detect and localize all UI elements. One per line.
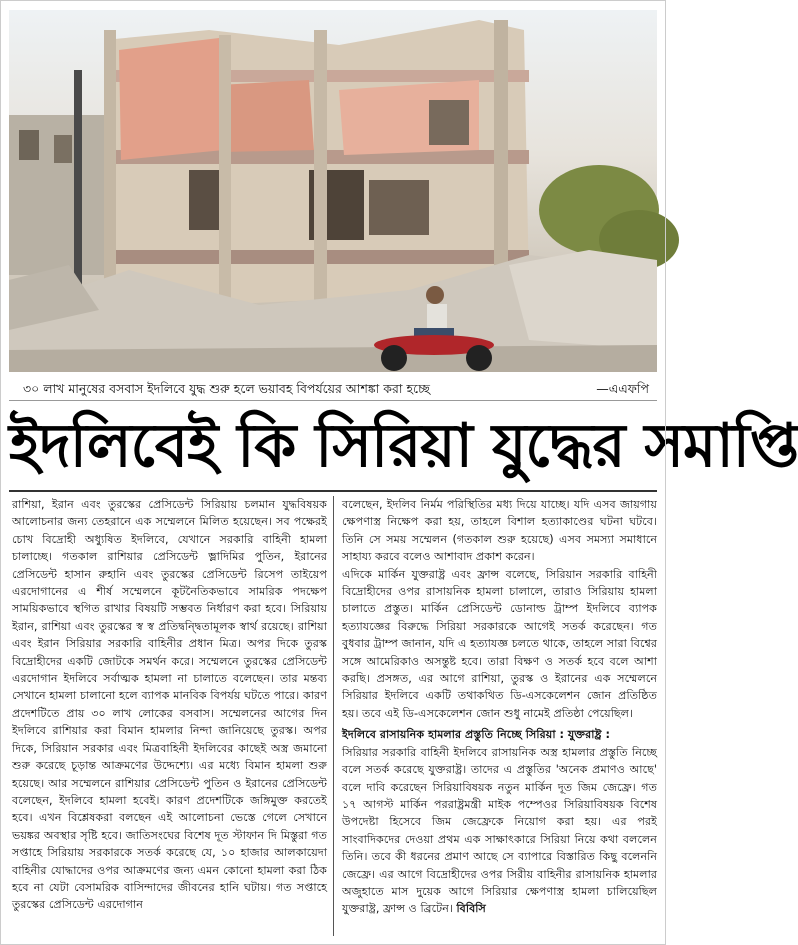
photo-credit: —এএফপি (596, 381, 649, 396)
headline-rule (9, 490, 657, 492)
news-photo (9, 10, 657, 372)
headline: ইদলিবেই কি সিরিয়া যুদ্ধের সমাপ্তি (9, 411, 798, 481)
right-para-3-text: সিরিয়ার সরকারি বাহিনী ইদলিবে রাসায়নিক অস্ত্র হামলার প্রস্তুতি নিচ্ছে বলে সতর্ক করেছে যুক্তরাষ্ট্র। তাদের এ প্রস্তুতির 'অনেক প্রমাণও আছে' বলে দাবি করেছেন সিরিয়াবিষয়ক নতুন মার্কিন দূত জিম জেফ্রে। গত ১৭ আগস্ট মার্কিন পররাষ্ট্রমন্ত্রী মাইক পম্পেওর সিরিয়াবিষয়ক বিশেষ উপদেষ্টা হিসেবে জিম জেফ্রেকে নিয়োগ করা হয়। এর পরই সাংবাদিকদের দেওয়া প্রথম এক সাক্ষাৎকারে সিরিয়া নিয়ে কথা বললেন তিনি। তবে কী ধরনের প্রমাণ আছে সে ব্যাপারে বিস্তারিত কিছু বলেননি জেফ্রে। এর আগে বিদ্রোহীদের ওপর সিরীয় বাহিনীর রাসায়নিক হামলার অজুহাতে মাস দুয়েক আগে সিরিয়ার ক্ষেপণাস্ত্র হামলা চালিয়েছিল যুক্তরাষ্ট্র, ফ্রান্স ও ব্রিটেন। (342, 745, 657, 916)
left-column-text: রাশিয়া, ইরান এবং তুরস্কের প্রেসিডেন্ট সিরিয়ায় চলমান যুদ্ধবিষয়ক আলোচনার জন্য তেহরানে এক সম্মেলনে মিলিত হয়েছেন। সব পক্ষেরই চোখ বিদ্রোহী অধ্যুষিত ইদলিবে, যেখানে সরকারি বাহিনী হামলা চালাচ্ছে। গতকাল রাশিয়ার প্রেসিডেন্ট ভ্লাদিমির পুতিন, ইরানের প্রেসিডেন্ট হাসান রুহানি এবং তুরস্কের প্রেসিডেন্ট রিসেপ তাইয়েপ এরদোগানের এ শীর্ষ সম্মেলনে কূটনৈতিকভাবে সামরিক পদক্ষেপ সাময়িকভাবে স্থগিত রাখার বিষয়টি সম্ভবত নির্ধারণ করা হবে। সিরিয়ায় ইরান, রাশিয়া এবং তুরস্কের স্ব স্ব প্রতিদ্বন্দ্বিতামূলক স্বার্থ রয়েছে। রাশিয়া এবং ইরান সিরিয়ার সরকারি বাহিনীর প্রধান মিত্র। অপর দিকে তুরস্ক বিদ্রোহীদের একটি জোটকে সমর্থন করে। সম্মেলনে তুরস্কের প্রেসিডেন্ট এরদোগান ইদলিবে সর্বাত্মক হামলা না চালাতে বলেছেন। তার মন্তব্য সেখানে হামলা চালানো হলে ব্যাপক মানবিক বিপর্যয় ঘটতে পারে। কারণ প্রদেশটিতে প্রায় ৩০ লাখ লোকের বসবাস। সম্মেলনের আগের দিন ইদলিবে রাশিয়ার করা বিমান হামলার নিন্দা জানিয়েছে তুরস্ক। অপর দিকে, সিরিয়ান সরকার এবং মিত্রবাহিনী ইদলিবের কাছেই অস্ত্র জমানো শুরু করেছে চূড়ান্ত আক্রমণের উদ্দেশ্যে। এর মধ্যে বিমান হামলা শুরু হয়েছে। আর সম্মেলনে রাশিয়ার প্রেসিডেন্ট পুতিন ও ইরানের প্রেসিডেন্ট বলেছেন, ইদলিবে হামলা হবেই। কারণ প্রদেশটিকে জঙ্গিমুক্ত করতেই হবে। এখন বিশ্লেষকরা বলছেন এই আলোচনা ভেস্তে গেলে সেখানে ভয়ঙ্কর অবস্থার সৃষ্টি হবে। জাতিসংঘের বিশেষ দূত স্টাফান দি মিস্তুরা গত সপ্তাহে সিরিয়ায় সরকারকে সতর্ক করেছে যে, ১০ হাজার আলকায়েদা বাহিনীর যোদ্ধাদের ওপর আক্রমণের জন্য এমন কোনো হামলা করা ঠিক হবে না যেটা বেসামরিক বাসিন্দাদের জীবনের হানি ঘটায়। গত সপ্তাহে তুরস্কের প্রেসিডেন্ট এরদোগান (12, 498, 327, 912)
right-subheading: ইদলিবে রাসায়নিক হামলার প্রস্তুতি নিচ্ছে সিরিয়া : যুক্তরাষ্ট্র : (342, 728, 611, 742)
column-divider (333, 496, 334, 936)
photo-caption-row (9, 378, 657, 401)
right-para-1: বলেছেন, ইদলিব নির্মম পরিস্থিতির মধ্য দিয়ে যাচ্ছে। যদি এসব জায়গায় ক্ষেপণাস্ত্র নিক্ষেপ করা হয়, তাহলে বিশাল হত্যাকাণ্ডের ঘটনা ঘটবে। তিনি সে সময় সম্মেলন (গতকাল শুরু হয়েছে) এসব সমস্যা সমাধানে সাহায্য করবে বলেও আশাবাদ প্রকাশ করেন। (342, 498, 657, 564)
right-para-2: এদিকে মার্কিন যুক্তরাষ্ট্র এবং ফ্রান্স বলেছে, সিরিয়ান সরকারি বাহিনী বিদ্রোহীদের ওপর রাসায়নিক হামলা চালালে, তারাও সিরিয়ায় হামলা চালাতে প্রস্তুত। মার্কিন প্রেসিডেন্ট ডোনাল্ড ট্রাম্প ইদলিবে ব্যাপক হত্যাযজ্ঞের বিরুদ্ধে সিরিয়া সরকারকে আগেই সতর্ক করেছেন। গত বুধবার ট্রাম্প জানান, যদি এ হত্যাযজ্ঞ চলতে থাকে, তাহলে সারা বিশ্বের সঙ্গে আমেরিকাও অসন্তুষ্ট হবে। তারা বিক্ষণ ও সতর্ক হবে বলে আশা করছি। প্রসঙ্গত, এর আগে রাশিয়া, তুরস্ক ও ইরানের এক সম্মেলনে সিরিয়ার ইদলিবে একটি তথাকথিত ডি-এসকেলেশন জোন প্রতিষ্ঠিত হয়। তবে এই ডি-এসকেলেশন জোন শুধু নামেই প্রতিষ্ঠা পেয়েছিল। (342, 567, 657, 720)
agency-credit: বিবিসি (456, 902, 486, 916)
photo-caption: ৩০ লাখ মানুষের বসবাস ইদলিবে যুদ্ধ শুরু হলে ভয়াবহ বিপর্যয়ের আশঙ্কা করা হচ্ছে (23, 381, 430, 396)
article-right-column (342, 496, 657, 936)
bombed-building-photo (9, 10, 657, 372)
right-para-3 (342, 744, 657, 918)
article-left-column (12, 496, 327, 936)
